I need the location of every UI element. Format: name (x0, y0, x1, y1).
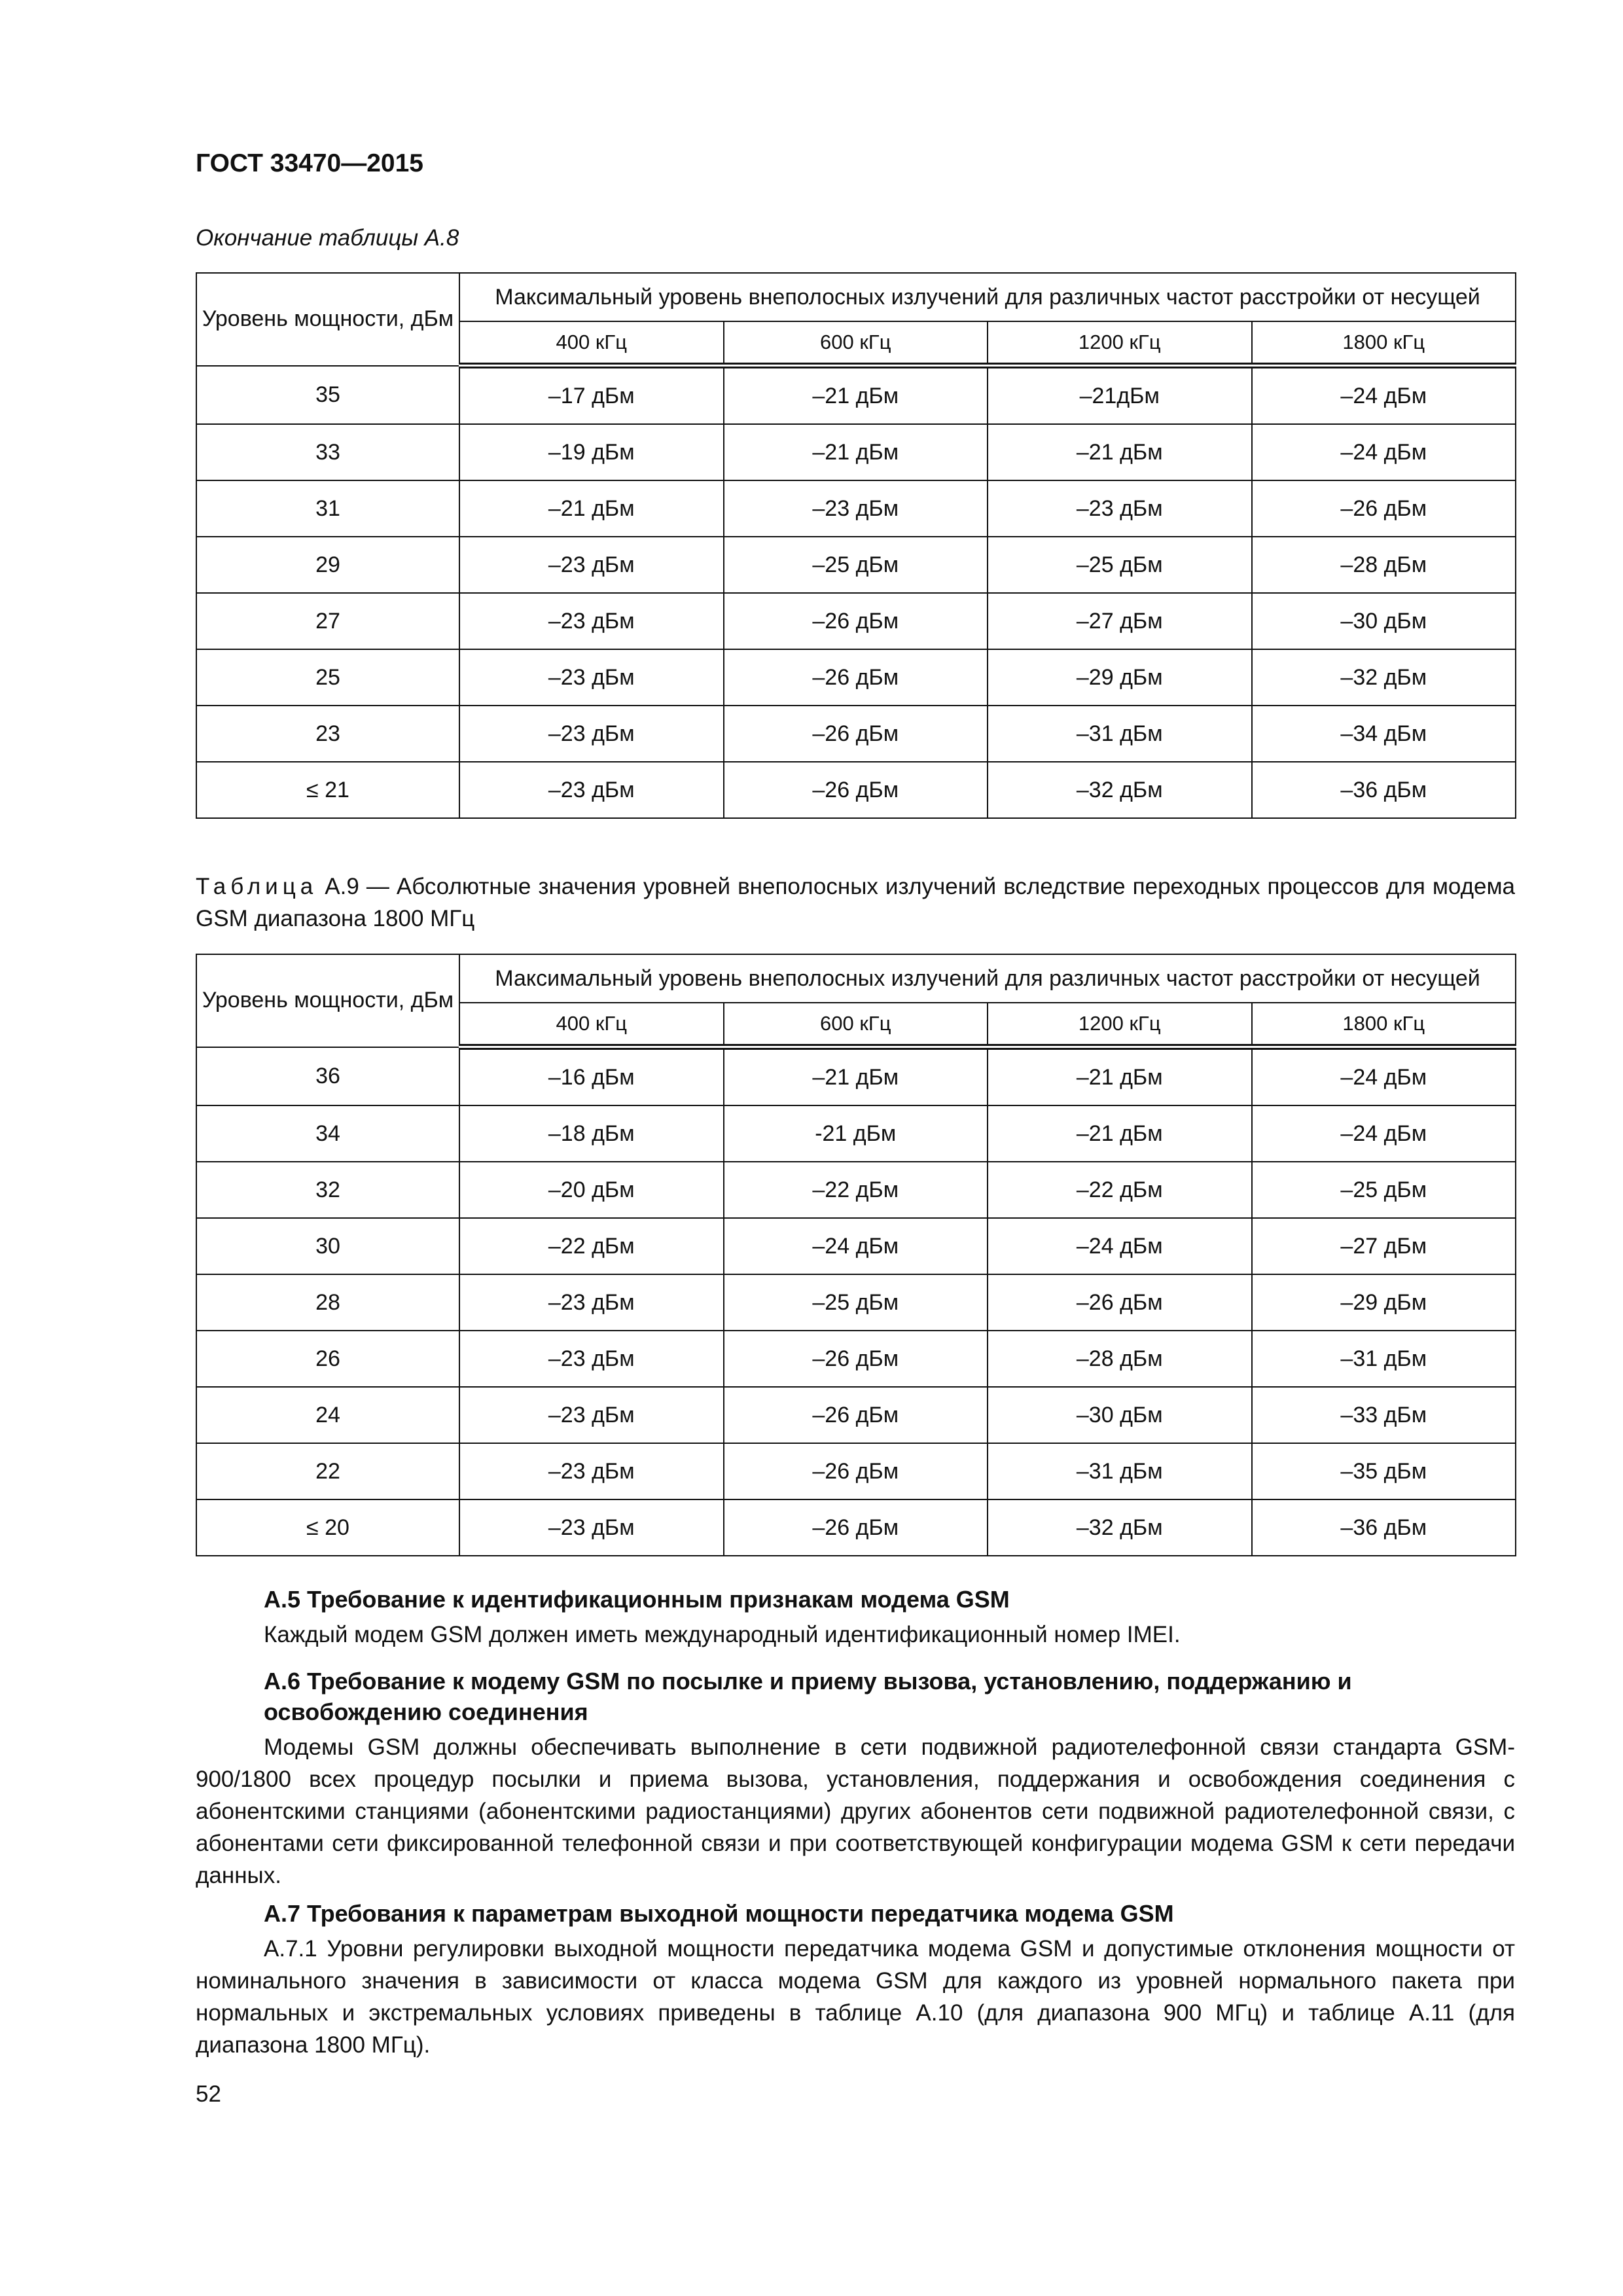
emission-level-cell: –17 дБм (459, 366, 724, 425)
section-a5 (196, 1584, 1515, 1651)
emission-level-cell: –20 дБм (459, 1162, 724, 1218)
emission-level-cell: –32 дБм (1252, 649, 1516, 706)
emission-level-cell: –25 дБм (724, 537, 988, 593)
section-heading: А.7 Требования к параметрам выходной мощности передатчика модема GSM (264, 1900, 1174, 1927)
page-number: 52 (196, 2081, 221, 2107)
emission-level-cell: –26 дБм (724, 1387, 988, 1443)
power-level-cell: 36 (196, 1047, 459, 1106)
emission-level-cell: –23 дБм (459, 706, 724, 762)
emission-level-cell: –24 дБм (724, 1218, 988, 1274)
emission-level-cell: –25 дБм (1252, 1162, 1516, 1218)
emission-level-cell: –23 дБм (459, 762, 724, 818)
column-header-frequency: 1200 кГц (988, 1003, 1252, 1047)
emission-level-cell: –21 дБм (988, 1105, 1252, 1162)
emission-level-cell: –23 дБм (459, 593, 724, 649)
power-level-cell: 34 (196, 1105, 459, 1162)
table-row (196, 1387, 1516, 1443)
section-paragraph: Модемы GSM должны обеспечивать выполнение в сети подвижной радиотелефонной связи стандарта GSM-900/1800 всех процедур посылки и приема вызова, установления, поддержания и освобождения соединения с абонентскими станциями (абонентскими радиостанциями) других абонентов сети подвижной радиотелефонной связи, с абонентами сети фиксированной телефонной связи и при соответствующей конфигурации модема GSM к сети передачи данных. (196, 1734, 1515, 1888)
emission-level-cell: –32 дБм (988, 1499, 1252, 1556)
column-header-frequency: 1800 кГц (1252, 321, 1516, 366)
table-caption-label: Таблица (196, 874, 318, 899)
power-level-cell: ≤ 20 (196, 1499, 459, 1556)
table-row (196, 1331, 1516, 1387)
emission-level-cell: –22 дБм (988, 1162, 1252, 1218)
table-row (196, 1162, 1516, 1218)
emission-level-cell: –21 дБм (988, 424, 1252, 480)
power-level-cell: 25 (196, 649, 459, 706)
column-group-header: Максимальный уровень внеполосных излучений для различных частот расстройки от несущей (459, 954, 1516, 1003)
emission-level-cell: –21 дБм (459, 480, 724, 537)
header-row (196, 954, 1516, 1003)
emission-level-cell: –24 дБм (1252, 424, 1516, 480)
power-level-cell: 28 (196, 1274, 459, 1331)
emission-level-cell: –33 дБм (1252, 1387, 1516, 1443)
emission-level-cell: –19 дБм (459, 424, 724, 480)
table-a9 (196, 954, 1516, 1556)
power-level-cell: 31 (196, 480, 459, 537)
emission-level-cell: –31 дБм (988, 1443, 1252, 1499)
emission-level-cell: –23 дБм (459, 537, 724, 593)
table-a8 (196, 272, 1516, 819)
emission-level-cell: –22 дБм (459, 1218, 724, 1274)
emission-level-cell: –21 дБм (724, 366, 988, 425)
emission-level-cell: –27 дБм (1252, 1218, 1516, 1274)
emission-level-cell: –36 дБм (1252, 1499, 1516, 1556)
column-header-power-level: Уровень мощности, дБм (196, 273, 459, 366)
emission-level-cell: –23 дБм (459, 1274, 724, 1331)
column-group-header: Максимальный уровень внеполосных излучений для различных частот расстройки от несущей (459, 273, 1516, 321)
table-row (196, 424, 1516, 480)
table-row (196, 1499, 1516, 1556)
table-row (196, 706, 1516, 762)
table-row (196, 1218, 1516, 1274)
emission-level-cell: –27 дБм (988, 593, 1252, 649)
emission-level-cell: –26 дБм (724, 593, 988, 649)
power-level-cell: 35 (196, 366, 459, 425)
emission-level-cell: –30 дБм (988, 1387, 1252, 1443)
table-row (196, 762, 1516, 818)
emission-level-cell: –23 дБм (459, 1331, 724, 1387)
table-row (196, 1047, 1516, 1106)
table-row (196, 537, 1516, 593)
emission-level-cell: –24 дБм (1252, 366, 1516, 425)
emission-level-cell: –29 дБм (988, 649, 1252, 706)
table-row (196, 1274, 1516, 1331)
emission-level-cell: –29 дБм (1252, 1274, 1516, 1331)
table-continuation-caption: Окончание таблицы А.8 (196, 225, 459, 251)
section-a6 (196, 1666, 1515, 1892)
emission-level-cell: –26 дБм (724, 1331, 988, 1387)
column-header-frequency: 600 кГц (724, 1003, 988, 1047)
table-row (196, 1443, 1516, 1499)
power-level-cell: 32 (196, 1162, 459, 1218)
emission-level-cell: –22 дБм (724, 1162, 988, 1218)
table-row (196, 1105, 1516, 1162)
power-level-cell: 26 (196, 1331, 459, 1387)
power-level-cell: 33 (196, 424, 459, 480)
power-level-cell: 30 (196, 1218, 459, 1274)
power-level-cell: 29 (196, 537, 459, 593)
emission-level-cell: –23 дБм (459, 649, 724, 706)
column-header-frequency: 400 кГц (459, 1003, 724, 1047)
emission-level-cell: –31 дБм (988, 706, 1252, 762)
column-header-frequency: 1800 кГц (1252, 1003, 1516, 1047)
section-paragraph: Каждый модем GSM должен иметь международный идентификационный номер IMEI. (264, 1622, 1181, 1647)
emission-level-cell: –23 дБм (459, 1443, 724, 1499)
emission-level-cell: –21дБм (988, 366, 1252, 425)
power-level-cell: 24 (196, 1387, 459, 1443)
emission-level-cell: –21 дБм (724, 1047, 988, 1106)
document-header: ГОСТ 33470—2015 (196, 149, 423, 177)
emission-level-cell: –28 дБм (1252, 537, 1516, 593)
header-row (196, 273, 1516, 321)
power-level-cell: 23 (196, 706, 459, 762)
emission-level-cell: –23 дБм (459, 1499, 724, 1556)
table-row (196, 593, 1516, 649)
emission-level-cell: –24 дБм (988, 1218, 1252, 1274)
emission-level-cell: –28 дБм (988, 1331, 1252, 1387)
table-row (196, 480, 1516, 537)
emission-level-cell: –26 дБм (1252, 480, 1516, 537)
power-level-cell: 22 (196, 1443, 459, 1499)
emission-level-cell: –35 дБм (1252, 1443, 1516, 1499)
emission-level-cell: –26 дБм (724, 1499, 988, 1556)
section-heading: А.5 Требование к идентификационным признакам модема GSM (264, 1586, 1010, 1613)
emission-level-cell: –21 дБм (724, 424, 988, 480)
emission-level-cell: –23 дБм (724, 480, 988, 537)
section-a7 (196, 1898, 1515, 2061)
emission-level-cell: –23 дБм (988, 480, 1252, 537)
emission-level-cell: –18 дБм (459, 1105, 724, 1162)
emission-level-cell: –24 дБм (1252, 1105, 1516, 1162)
emission-level-cell: –23 дБм (459, 1387, 724, 1443)
table-a9-caption (196, 870, 1515, 935)
emission-level-cell: –36 дБм (1252, 762, 1516, 818)
emission-level-cell: –32 дБм (988, 762, 1252, 818)
power-level-cell: 27 (196, 593, 459, 649)
table-row (196, 366, 1516, 425)
column-header-power-level: Уровень мощности, дБм (196, 954, 459, 1047)
section-paragraph: А.7.1 Уровни регулировки выходной мощности передатчика модема GSM и допустимые отклонения мощности от номинального значения в зависимости от класса модема GSM для каждого из уровней нормального пакета при нормальных и экстремальных условиях приведены в таблице А.10 (для диапазона 900 МГц) и таблице А.11 (для диапазона 1800 МГц). (196, 1936, 1515, 2058)
emission-level-cell: –24 дБм (1252, 1047, 1516, 1106)
emission-level-cell: –25 дБм (988, 537, 1252, 593)
emission-level-cell: –26 дБм (724, 762, 988, 818)
emission-level-cell: –26 дБм (988, 1274, 1252, 1331)
emission-level-cell: –30 дБм (1252, 593, 1516, 649)
emission-level-cell: –26 дБм (724, 649, 988, 706)
table-row (196, 649, 1516, 706)
column-header-frequency: 400 кГц (459, 321, 724, 366)
emission-level-cell: –16 дБм (459, 1047, 724, 1106)
table-caption-text: А.9 — Абсолютные значения уровней внеполосных излучений вследствие переходных процессов для модема GSM диапазона 1800 МГц (196, 874, 1515, 931)
column-header-frequency: 1200 кГц (988, 321, 1252, 366)
emission-level-cell: –25 дБм (724, 1274, 988, 1331)
emission-level-cell: –31 дБм (1252, 1331, 1516, 1387)
emission-level-cell: –26 дБм (724, 1443, 988, 1499)
section-heading: А.6 Требование к модему GSM по посылке и приему вызова, установлению, поддержанию и освобождению соединения (264, 1668, 1352, 1725)
emission-level-cell: -21 дБм (724, 1105, 988, 1162)
emission-level-cell: –21 дБм (988, 1047, 1252, 1106)
emission-level-cell: –34 дБм (1252, 706, 1516, 762)
emission-level-cell: –26 дБм (724, 706, 988, 762)
column-header-frequency: 600 кГц (724, 321, 988, 366)
power-level-cell: ≤ 21 (196, 762, 459, 818)
